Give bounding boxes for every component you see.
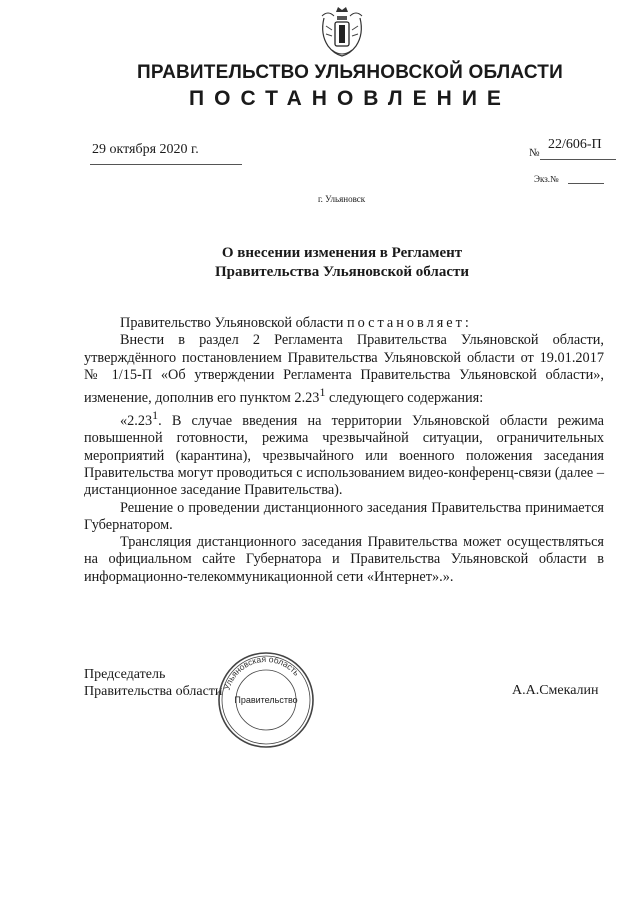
subject-line-1: О внесении изменения в Регламент — [221, 245, 463, 261]
document-number: 22/606-П — [548, 137, 602, 152]
clause-paragraph — [84, 407, 604, 499]
amendment-text-end: следующего содержания: — [325, 389, 484, 406]
government-title: ПРАВИТЕЛЬСТВО УЛЬЯНОВСКОЙ ОБЛАСТИ — [137, 62, 563, 83]
clause-superscript: 1 — [152, 408, 159, 423]
number-underline — [540, 159, 616, 160]
document-type: ПОСТАНОВЛЕНИЕ — [189, 87, 511, 110]
signatory-name: А.А.Смекалин — [512, 683, 599, 698]
document-body — [84, 315, 604, 586]
signatory-title-line-1: Председатель — [84, 667, 166, 682]
decision-paragraph: Решение о проведении дистанционного заседания Правительства принимается Губернатором. — [84, 499, 604, 533]
broadcast-paragraph: Трансляция дистанционного заседания Правительства может осуществляться на официальном сайте Губернатора и Правительства Ульяновской области в информационно-телекоммуникационной сети «Интернет».». — [84, 534, 604, 585]
signatory-title-line-2: Правительства области — [84, 684, 223, 699]
signatory-title — [84, 666, 222, 700]
resolution-subject: Правительство Ульяновской области — [120, 315, 344, 331]
number-sign: № — [529, 147, 540, 159]
stamp-center-text: Правительство — [234, 695, 298, 705]
subject-line-2: Правительства Ульяновской области — [214, 264, 470, 280]
amendment-paragraph — [84, 332, 604, 407]
date-underline — [90, 164, 242, 165]
clause-number: «2.23 — [120, 413, 153, 430]
stamp-ring-text: Ульяновская область — [221, 653, 302, 692]
copy-number-label: Экз.№ — [534, 174, 559, 184]
resolution-verb: постановляет: — [346, 315, 472, 331]
document-subject — [0, 244, 640, 282]
amendment-superscript: 1 — [319, 385, 326, 400]
city-label: г. Ульяновск — [318, 194, 366, 204]
coat-of-arms-emblem — [318, 6, 366, 60]
official-stamp — [216, 650, 316, 750]
clause-text: . В случае введения на территории Ульяновской области режима повышенной готовности, режима чрезвычайной ситуации, ограничительных мероприятий (карантина), чрезвычайного или военного положения заседания Правительства могут проводиться с использованием видео-конференц-связи (далее – дистанционное заседание Правительства). — [84, 413, 604, 499]
document-date: 29 октября 2020 г. — [92, 142, 199, 157]
resolution-paragraph — [84, 315, 604, 332]
copy-number-underline — [568, 183, 604, 184]
amendment-text: Внести в раздел 2 Регламента Правительства Ульяновской области, утверждённого постановлением Правительства Ульяновской области от 19.01.2017 № 1/15-П «Об утверждении Регламента Правительства Ульяновской области», изменение, дополнив его пунктом 2.23 — [84, 332, 604, 406]
